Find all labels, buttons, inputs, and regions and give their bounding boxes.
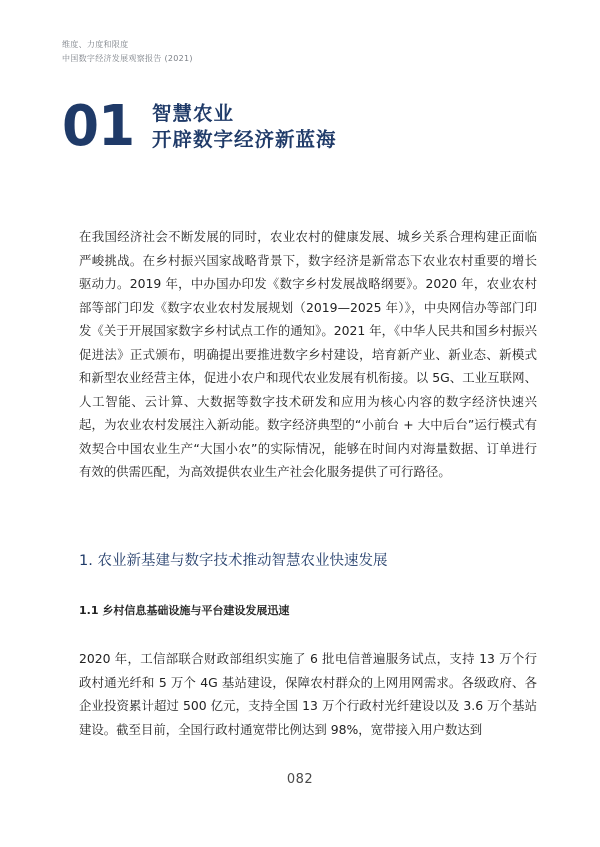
section-paragraph: 2020 年，工信部联合财政部组织实施了 6 批电信普遍服务试点，支持 13 万个行政村通光纤和 5 万个 4G 基站建设，保障农村群众的上网用网需求。各级政府、各企业投资累计超过 500 亿元，支持全国 13 万个行政村光纤建设以及 3.6 万个基站建设。截至目前，全国行政村通宽带比例达到 98%，宽带接入用户数达到 [79, 651, 537, 737]
chapter-title-line-2: 开辟数字经济新蓝海 [152, 128, 337, 151]
intro-paragraph: 在我国经济社会不断发展的同时，农业农村的健康发展、城乡关系合理构建正面临严峻挑战。在乡村振兴国家战略背景下，数字经济是新常态下农业农村重要的增长驱动力。2019 年，中办国办印发《数字乡村发展战略纲要》。2020 年，农业农村部等部门印发《数字农业农村发展规划（2019—2025 年）》，中央网信办等部门印发《关于开展国家数字乡村试点工作的通知》。2021 年，《中华人民共和国乡村振兴促进法》正式颁布，明确提出要推进数字乡村建设，培育新产业、新业态、新模式和新型农业经营主体，促进小农户和现代农业发展有机衔接。以 5G、工业互联网、人工智能、云计算、大数据等数字技术研发和应用为核心内容的数字经济快速兴起，为农业农村发展注入新动能。数字经济典型的“小前台 + 大中后台”运行模式有效契合中国农业生产“大国小农”的实际情况，能够在时间内对海量数据、订单进行有效的供需匹配，为高效提供农业生产社会化服务提供了可行路径。 [79, 229, 537, 479]
chapter-title [152, 101, 337, 153]
page-number: 082 [286, 772, 314, 787]
chapter-title-line-1: 智慧农业 [152, 102, 235, 125]
chapter-number: 01 [62, 94, 135, 159]
subsection-heading: 1.1 乡村信息基础设施与平台建设发展迅速 [79, 604, 290, 617]
report-title: 中国数字经济发展观察报告 (2021) [62, 54, 193, 63]
section-heading: 1. 农业新基建与数字技术推动智慧农业快速发展 [79, 553, 388, 569]
report-subtitle: 维度、力度和限度 [62, 40, 129, 49]
running-header [62, 38, 193, 66]
